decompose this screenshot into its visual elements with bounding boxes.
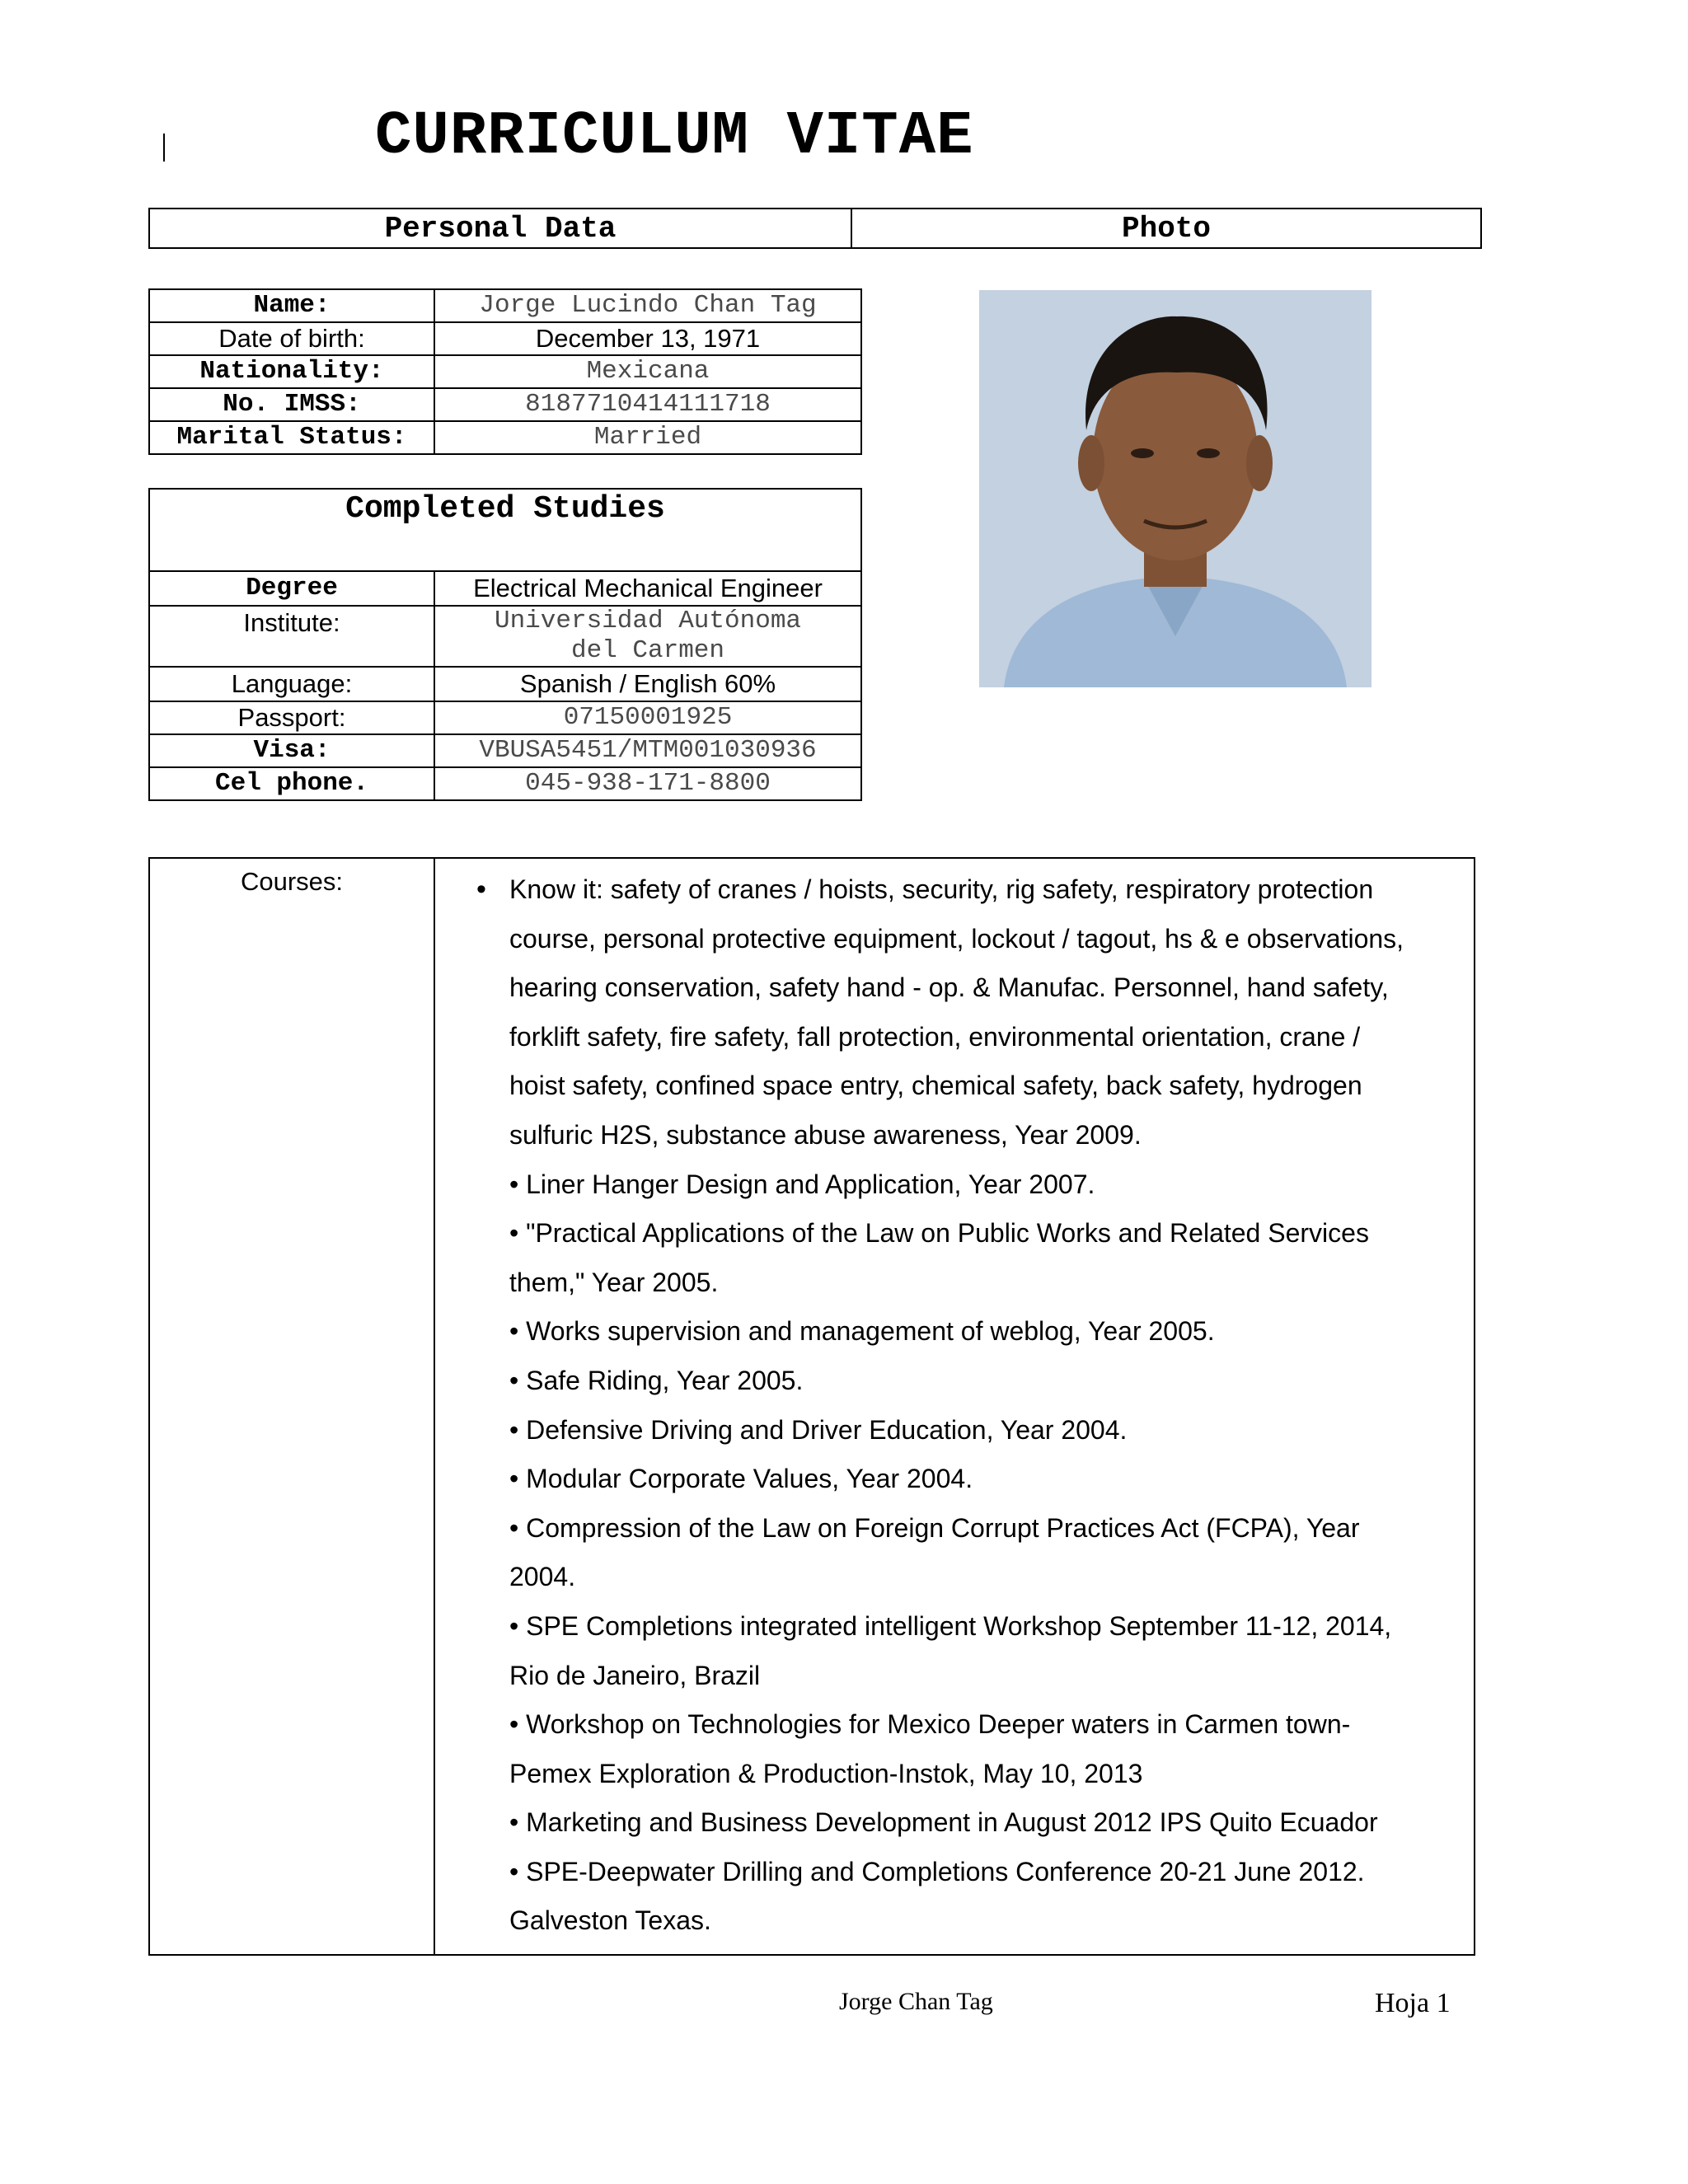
- phone-value: 045-938-171-8800: [434, 767, 861, 800]
- profile-photo: [979, 290, 1372, 687]
- table-row: [149, 388, 861, 421]
- course-line: • Liner Hanger Design and Application, Year 2007.: [509, 1169, 1095, 1199]
- table-row: [149, 322, 861, 355]
- visa-value: VBUSA5451/MTM001030936: [434, 734, 861, 767]
- course-line: • Modular Corporate Values, Year 2004.: [509, 1464, 973, 1494]
- document-title: CURRICULUM VITAE: [375, 102, 974, 171]
- table-row: [149, 734, 861, 767]
- courses-list: [434, 858, 1475, 1955]
- course-line: • SPE Completions integrated intelligent Workshop September 11-12, 2014,: [509, 1610, 1392, 1641]
- course-line: • "Practical Applications of the Law on Public Works and Related Services: [509, 1218, 1369, 1249]
- text-cursor-mark: [163, 134, 165, 162]
- course-line: sulfuric H2S, substance abuse awareness, Year 2009.: [509, 1119, 1142, 1150]
- institute-line-2: del Carmen: [570, 636, 725, 665]
- footer-author: Jorge Chan Tag: [839, 1988, 993, 2015]
- bullet-icon: •: [476, 874, 486, 905]
- profile-photo-drawing: [979, 290, 1372, 687]
- name-label: Name:: [149, 289, 434, 322]
- completed-studies-table: [148, 488, 862, 801]
- nationality-value: Mexicana: [434, 355, 861, 388]
- course-line: Rio de Janeiro, Brazil: [509, 1660, 761, 1690]
- table-row: [149, 355, 861, 388]
- courses-label: Courses:: [149, 858, 434, 1955]
- photo-heading: Photo: [851, 209, 1481, 248]
- course-line: • Workshop on Technologies for Mexico Deeper waters in Carmen town-: [509, 1709, 1351, 1740]
- phone-label: Cel phone.: [149, 767, 434, 800]
- language-value: Spanish / English 60%: [434, 667, 861, 701]
- institute-label: Institute:: [149, 606, 434, 667]
- list-item: [452, 865, 1457, 1160]
- personal-data-heading: Personal Data: [149, 209, 851, 248]
- table-row: [149, 767, 861, 800]
- table-row: [149, 701, 861, 734]
- personal-data-table: [148, 288, 862, 455]
- course-line: hearing conservation, safety hand - op. & Manufac. Personnel, hand safety,: [509, 972, 1389, 1003]
- table-row: [149, 858, 1475, 1955]
- imss-label: No. IMSS:: [149, 388, 434, 421]
- courses-table: [148, 857, 1475, 1956]
- nationality-label: Nationality:: [149, 355, 434, 388]
- course-line: 2004.: [509, 1562, 576, 1592]
- course-line: Know it: safety of cranes / hoists, security, rig safety, respiratory protection: [509, 874, 1374, 904]
- institute-line-1: Universidad Autónoma: [494, 607, 802, 635]
- visa-label: Visa:: [149, 734, 434, 767]
- birth-label: Date of birth:: [149, 322, 434, 355]
- table-row: [149, 289, 861, 322]
- course-line: • Marketing and Business Development in August 2012 IPS Quito Ecuador: [509, 1807, 1378, 1838]
- language-label: Language:: [149, 667, 434, 701]
- institute-value: [434, 606, 861, 667]
- passport-value: 07150001925: [434, 701, 861, 734]
- marital-value: Married: [434, 421, 861, 454]
- birth-value: December 13, 1971: [434, 322, 861, 355]
- studies-heading: Completed Studies: [149, 489, 861, 571]
- course-line: • Works supervision and management of weblog, Year 2005.: [509, 1316, 1215, 1347]
- course-line: forklift safety, fire safety, fall protection, environmental orientation, crane /: [509, 1021, 1361, 1052]
- header-table: [148, 208, 1482, 249]
- name-value: Jorge Lucindo Chan Tag: [434, 289, 861, 322]
- imss-value: 8187710414111718: [434, 388, 861, 421]
- degree-label: Degree: [149, 571, 434, 606]
- footer-page-number: Hoja 1: [1375, 1988, 1451, 2018]
- course-line: hoist safety, confined space entry, chemical safety, back safety, hydrogen: [509, 1071, 1362, 1101]
- course-line: • Defensive Driving and Driver Education, Year 2004.: [509, 1414, 1128, 1445]
- course-line: Pemex Exploration & Production-Instok, May 10, 2013: [509, 1758, 1143, 1788]
- table-row: [149, 421, 861, 454]
- passport-label: Passport:: [149, 701, 434, 734]
- table-row: [149, 571, 861, 606]
- table-row: [149, 667, 861, 701]
- first-course: [509, 865, 1404, 1160]
- table-row: [149, 606, 861, 667]
- course-line: them," Year 2005.: [509, 1267, 719, 1297]
- course-line: course, personal protective equipment, lockout / tagout, hs & e observations,: [509, 923, 1404, 954]
- course-line: • Compression of the Law on Foreign Corrupt Practices Act (FCPA), Year: [509, 1512, 1360, 1543]
- course-line: • SPE-Deepwater Drilling and Completions Conference 20-21 June 2012.: [509, 1856, 1365, 1886]
- marital-label: Marital Status:: [149, 421, 434, 454]
- degree-value: Electrical Mechanical Engineer: [434, 571, 861, 606]
- course-line: • Safe Riding, Year 2005.: [509, 1365, 804, 1395]
- course-line: Galveston Texas.: [509, 1905, 711, 1936]
